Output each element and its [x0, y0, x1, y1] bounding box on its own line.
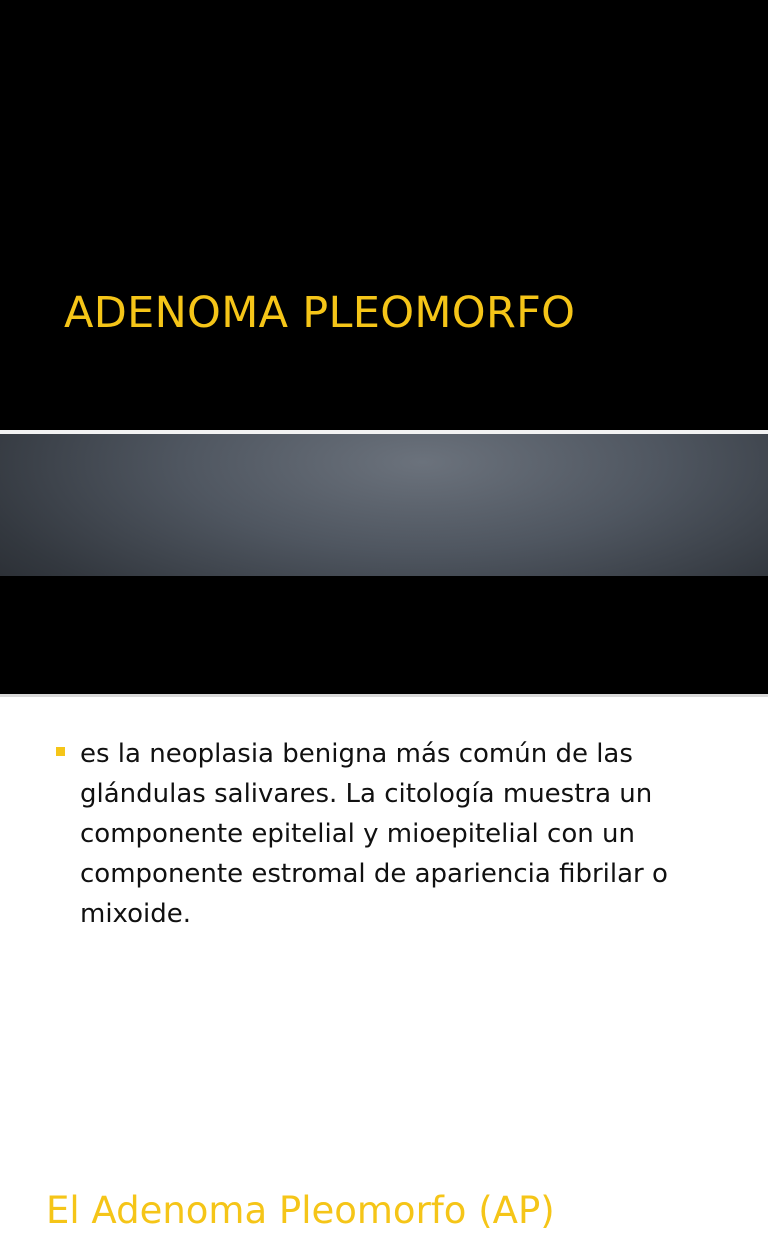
content-slide-title: El Adenoma Pleomorfo (AP) — [46, 1189, 555, 1232]
title-slide — [0, 0, 768, 430]
decorative-gradient-band — [0, 434, 768, 576]
slide-title: ADENOMA PLEOMORFO — [64, 288, 576, 338]
bullet-item: es la neoplasia benigna más común de las glándulas salivares. La citología muestra un componente epitelial y mioepitelial con un componente estromal de apariencia fibrilar o mixoide. — [80, 739, 668, 929]
square-bullet-icon — [56, 747, 65, 756]
